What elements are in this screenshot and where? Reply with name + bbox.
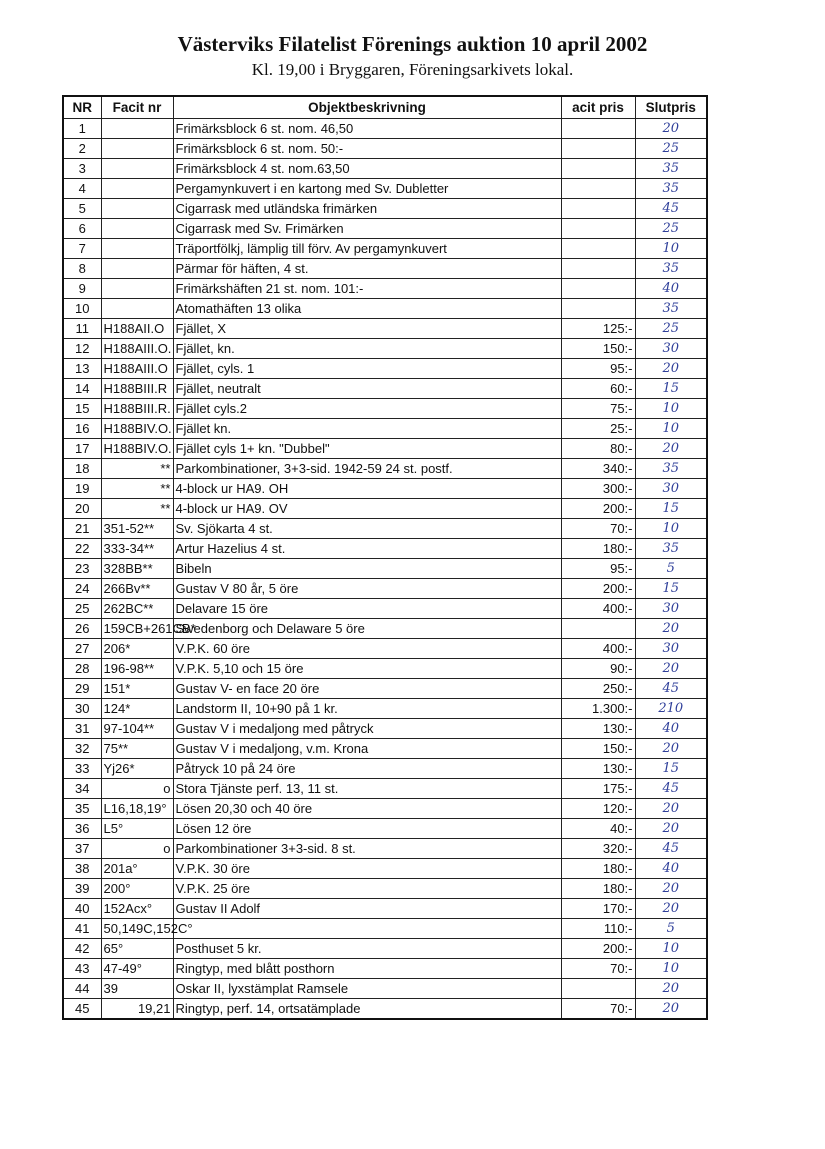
table-row (63, 299, 707, 319)
item-description: V.P.K. 5,10 och 15 öre (173, 659, 561, 679)
table-row (63, 859, 707, 879)
lot-number: 42 (63, 939, 101, 959)
item-description: Parkombinationer, 3+3-sid. 1942-59 24 st. postf. (173, 459, 561, 479)
facit-number: 196-98** (101, 659, 173, 679)
table-row (63, 219, 707, 239)
item-description: Fjället kn. (173, 419, 561, 439)
table-row (63, 339, 707, 359)
final-price: 20 (635, 879, 707, 899)
facit-number: H188BIV.O. (101, 439, 173, 459)
lot-number: 29 (63, 679, 101, 699)
lot-number: 10 (63, 299, 101, 319)
lot-number: 38 (63, 859, 101, 879)
final-price: 35 (635, 459, 707, 479)
table-row (63, 979, 707, 999)
catalogue-price: 180:- (561, 859, 635, 879)
final-price: 20 (635, 899, 707, 919)
catalogue-price (561, 299, 635, 319)
item-description: V.P.K. 30 öre (173, 859, 561, 879)
item-description (173, 919, 561, 939)
header-facit: Facit nr (101, 96, 173, 119)
table-row (63, 559, 707, 579)
facit-number: ** (101, 499, 173, 519)
header-nr: NR (63, 96, 101, 119)
table-row (63, 579, 707, 599)
facit-number (101, 259, 173, 279)
item-description: Ringtyp, med blått posthorn (173, 959, 561, 979)
final-price: 40 (635, 859, 707, 879)
final-price: 10 (635, 939, 707, 959)
table-row (63, 759, 707, 779)
lot-number: 22 (63, 539, 101, 559)
item-description: Gustav II Adolf (173, 899, 561, 919)
final-price: 40 (635, 719, 707, 739)
table-row (63, 239, 707, 259)
item-description: Oskar II, lyxstämplat Ramsele (173, 979, 561, 999)
catalogue-price: 70:- (561, 959, 635, 979)
catalogue-price (561, 259, 635, 279)
table-row (63, 639, 707, 659)
lot-number: 23 (63, 559, 101, 579)
table-row (63, 179, 707, 199)
catalogue-price: 200:- (561, 579, 635, 599)
item-description: Posthuset 5 kr. (173, 939, 561, 959)
lot-number: 39 (63, 879, 101, 899)
lot-number: 14 (63, 379, 101, 399)
final-price: 10 (635, 419, 707, 439)
catalogue-price: 400:- (561, 599, 635, 619)
table-row (63, 959, 707, 979)
catalogue-price (561, 119, 635, 139)
table-row (63, 499, 707, 519)
header-final-price: Slutpris (635, 96, 707, 119)
lot-number: 7 (63, 239, 101, 259)
item-description: Ringtyp, perf. 14, ortsatämplade (173, 999, 561, 1020)
catalogue-price: 40:- (561, 819, 635, 839)
table-row (63, 799, 707, 819)
facit-number: H188AIII.O (101, 359, 173, 379)
lot-number: 13 (63, 359, 101, 379)
table-row (63, 419, 707, 439)
facit-number: 159CB+261CB* (101, 619, 173, 639)
item-description: Frimärksblock 6 st. nom. 46,50 (173, 119, 561, 139)
lot-number: 11 (63, 319, 101, 339)
catalogue-price: 130:- (561, 759, 635, 779)
final-price: 20 (635, 999, 707, 1020)
catalogue-price: 95:- (561, 359, 635, 379)
table-row (63, 779, 707, 799)
table-row (63, 159, 707, 179)
final-price: 25 (635, 219, 707, 239)
item-description: Cigarrask med Sv. Frimärken (173, 219, 561, 239)
lot-number: 25 (63, 599, 101, 619)
final-price: 40 (635, 279, 707, 299)
catalogue-price: 200:- (561, 939, 635, 959)
table-row (63, 119, 707, 139)
lot-number: 45 (63, 999, 101, 1020)
item-description: Gustav V- en face 20 öre (173, 679, 561, 699)
table-row (63, 699, 707, 719)
facit-number: 333-34** (101, 539, 173, 559)
catalogue-price: 110:- (561, 919, 635, 939)
item-description: V.P.K. 60 öre (173, 639, 561, 659)
table-row (63, 939, 707, 959)
table-row (63, 459, 707, 479)
facit-number: 328BB** (101, 559, 173, 579)
item-description: Artur Hazelius 4 st. (173, 539, 561, 559)
final-price: 15 (635, 759, 707, 779)
facit-number: H188BIII.R (101, 379, 173, 399)
item-description: Pergamynkuvert i en kartong med Sv. Dubletter (173, 179, 561, 199)
facit-number: 65° (101, 939, 173, 959)
item-description: Lösen 20,30 och 40 öre (173, 799, 561, 819)
facit-number: ** (101, 479, 173, 499)
catalogue-price: 170:- (561, 899, 635, 919)
item-description: Påtryck 10 på 24 öre (173, 759, 561, 779)
final-price: 35 (635, 179, 707, 199)
final-price: 15 (635, 499, 707, 519)
catalogue-price: 130:- (561, 719, 635, 739)
catalogue-price (561, 619, 635, 639)
lot-number: 32 (63, 739, 101, 759)
item-description: Gustav V i medaljong med påtryck (173, 719, 561, 739)
facit-number (101, 159, 173, 179)
final-price: 25 (635, 319, 707, 339)
catalogue-price: 400:- (561, 639, 635, 659)
table-row (63, 379, 707, 399)
facit-number: 351-52** (101, 519, 173, 539)
final-price: 20 (635, 119, 707, 139)
facit-number (101, 139, 173, 159)
lot-number: 26 (63, 619, 101, 639)
table-row (63, 399, 707, 419)
catalogue-price: 150:- (561, 339, 635, 359)
lot-number: 41 (63, 919, 101, 939)
facit-number (101, 239, 173, 259)
table-row (63, 139, 707, 159)
facit-number: 151* (101, 679, 173, 699)
lot-number: 5 (63, 199, 101, 219)
facit-number (101, 279, 173, 299)
table-header-row (63, 96, 707, 119)
item-description: V.P.K. 25 öre (173, 879, 561, 899)
facit-number: o (101, 839, 173, 859)
table-row (63, 319, 707, 339)
final-price: 45 (635, 199, 707, 219)
table-row (63, 519, 707, 539)
final-price: 45 (635, 779, 707, 799)
lot-number: 27 (63, 639, 101, 659)
table-row (63, 279, 707, 299)
facit-number: 39 (101, 979, 173, 999)
lot-number: 30 (63, 699, 101, 719)
document-subtitle: Kl. 19,00 i Bryggaren, Föreningsarkivets lokal. (251, 60, 574, 79)
catalogue-price: 1.300:- (561, 699, 635, 719)
final-price: 10 (635, 239, 707, 259)
lot-number: 34 (63, 779, 101, 799)
catalogue-price (561, 239, 635, 259)
facit-number: 152Acx° (101, 899, 173, 919)
lot-number: 21 (63, 519, 101, 539)
final-price: 30 (635, 639, 707, 659)
lot-number: 44 (63, 979, 101, 999)
item-description: Frimärksblock 4 st. nom.63,50 (173, 159, 561, 179)
catalogue-price: 180:- (561, 879, 635, 899)
auction-table (62, 95, 708, 1020)
table-row (63, 739, 707, 759)
final-price: 20 (635, 659, 707, 679)
header-description: Objektbeskrivning (173, 96, 561, 119)
final-price: 25 (635, 139, 707, 159)
final-price: 20 (635, 739, 707, 759)
lot-number: 12 (63, 339, 101, 359)
final-price: 5 (635, 919, 707, 939)
catalogue-price: 25:- (561, 419, 635, 439)
facit-number: H188AII.O (101, 319, 173, 339)
final-price: 10 (635, 959, 707, 979)
item-description: Delavare 15 öre (173, 599, 561, 619)
final-price: 10 (635, 519, 707, 539)
item-description: Fjället, neutralt (173, 379, 561, 399)
final-price: 15 (635, 579, 707, 599)
lot-number: 9 (63, 279, 101, 299)
facit-number (101, 179, 173, 199)
final-price: 20 (635, 619, 707, 639)
final-price: 20 (635, 979, 707, 999)
catalogue-price: 70:- (561, 519, 635, 539)
facit-number: 201a° (101, 859, 173, 879)
catalogue-price: 70:- (561, 999, 635, 1020)
lot-number: 40 (63, 899, 101, 919)
facit-number: L5° (101, 819, 173, 839)
item-description: Träportfölkj, lämplig till förv. Av pergamynkuvert (173, 239, 561, 259)
lot-number: 15 (63, 399, 101, 419)
catalogue-price (561, 979, 635, 999)
table-row (63, 479, 707, 499)
catalogue-price: 250:- (561, 679, 635, 699)
catalogue-price: 175:- (561, 779, 635, 799)
facit-number: 262BC** (101, 599, 173, 619)
catalogue-price (561, 199, 635, 219)
facit-number: 97-104** (101, 719, 173, 739)
final-price: 45 (635, 679, 707, 699)
item-description: 4-block ur HA9. OH (173, 479, 561, 499)
facit-number: 75** (101, 739, 173, 759)
facit-number: 19,21 (101, 999, 173, 1020)
item-description: Atomathäften 13 olika (173, 299, 561, 319)
catalogue-price: 320:- (561, 839, 635, 859)
item-description: Fjället, cyls. 1 (173, 359, 561, 379)
catalogue-price: 120:- (561, 799, 635, 819)
lot-number: 28 (63, 659, 101, 679)
item-description: Cigarrask med utländska frimärken (173, 199, 561, 219)
final-price: 5 (635, 559, 707, 579)
lot-number: 17 (63, 439, 101, 459)
lot-number: 1 (63, 119, 101, 139)
item-description: Pärmar för häften, 4 st. (173, 259, 561, 279)
facit-number: L16,18,19° (101, 799, 173, 819)
final-price: 30 (635, 599, 707, 619)
item-description: Fjället, kn. (173, 339, 561, 359)
lot-number: 33 (63, 759, 101, 779)
table-row (63, 839, 707, 859)
table-row (63, 259, 707, 279)
facit-number: H188BIII.R. (101, 399, 173, 419)
item-description: Sv. Sjökarta 4 st. (173, 519, 561, 539)
catalogue-price (561, 139, 635, 159)
item-description: Landstorm II, 10+90 på 1 kr. (173, 699, 561, 719)
catalogue-price (561, 179, 635, 199)
item-description: Gustav V i medaljong, v.m. Krona (173, 739, 561, 759)
facit-number: H188BIV.O. (101, 419, 173, 439)
lot-number: 3 (63, 159, 101, 179)
final-price: 30 (635, 479, 707, 499)
facit-number: 47-49° (101, 959, 173, 979)
facit-number: Yj26* (101, 759, 173, 779)
table-row (63, 899, 707, 919)
item-description: Fjället cyls.2 (173, 399, 561, 419)
table-row (63, 919, 707, 939)
catalogue-price (561, 219, 635, 239)
catalogue-price: 150:- (561, 739, 635, 759)
catalogue-price: 80:- (561, 439, 635, 459)
table-row (63, 879, 707, 899)
final-price: 20 (635, 359, 707, 379)
lot-number: 19 (63, 479, 101, 499)
header-price: acit pris (561, 96, 635, 119)
lot-number: 4 (63, 179, 101, 199)
lot-number: 8 (63, 259, 101, 279)
table-row (63, 999, 707, 1020)
item-description: 4-block ur HA9. OV (173, 499, 561, 519)
final-price: 35 (635, 539, 707, 559)
document-title: Västerviks Filatelist Förenings auktion 10 april 2002 (177, 32, 648, 56)
facit-number: o (101, 779, 173, 799)
final-price: 20 (635, 439, 707, 459)
lot-number: 2 (63, 139, 101, 159)
catalogue-price: 75:- (561, 399, 635, 419)
catalogue-price (561, 279, 635, 299)
final-price: 10 (635, 399, 707, 419)
catalogue-price: 180:- (561, 539, 635, 559)
lot-number: 18 (63, 459, 101, 479)
catalogue-price: 200:- (561, 499, 635, 519)
item-description: Bibeln (173, 559, 561, 579)
facit-number: ** (101, 459, 173, 479)
table-row (63, 619, 707, 639)
table-row (63, 599, 707, 619)
final-price: 35 (635, 259, 707, 279)
item-description: Parkombinationer 3+3-sid. 8 st. (173, 839, 561, 859)
lot-number: 31 (63, 719, 101, 739)
lot-number: 6 (63, 219, 101, 239)
item-description: Lösen 12 öre (173, 819, 561, 839)
catalogue-price: 60:- (561, 379, 635, 399)
catalogue-price (561, 159, 635, 179)
lot-number: 36 (63, 819, 101, 839)
facit-number (101, 299, 173, 319)
catalogue-price: 90:- (561, 659, 635, 679)
lot-number: 43 (63, 959, 101, 979)
final-price: 20 (635, 799, 707, 819)
table-row (63, 719, 707, 739)
lot-number: 24 (63, 579, 101, 599)
item-description: Frimärkshäften 21 st. nom. 101:- (173, 279, 561, 299)
table-row (63, 819, 707, 839)
final-price: 35 (635, 299, 707, 319)
item-description: Fjället, X (173, 319, 561, 339)
table-row (63, 659, 707, 679)
item-description: Stora Tjänste perf. 13, 11 st. (173, 779, 561, 799)
table-row (63, 539, 707, 559)
final-price: 15 (635, 379, 707, 399)
final-price: 210 (635, 699, 707, 719)
lot-number: 35 (63, 799, 101, 819)
facit-number: 50,149C,152C° (101, 919, 173, 939)
item-description: Gustav V 80 år, 5 öre (173, 579, 561, 599)
item-description: Frimärksblock 6 st. nom. 50:- (173, 139, 561, 159)
lot-number: 16 (63, 419, 101, 439)
catalogue-price: 125:- (561, 319, 635, 339)
facit-number: H188AIII.O. (101, 339, 173, 359)
facit-number: 124* (101, 699, 173, 719)
table-body (63, 119, 707, 1020)
facit-number: 200° (101, 879, 173, 899)
facit-number: 206* (101, 639, 173, 659)
item-description: Swedenborg och Delaware 5 öre (173, 619, 561, 639)
table-row (63, 439, 707, 459)
table-row (63, 199, 707, 219)
lot-number: 37 (63, 839, 101, 859)
final-price: 45 (635, 839, 707, 859)
catalogue-price: 340:- (561, 459, 635, 479)
table-row (63, 679, 707, 699)
catalogue-price: 300:- (561, 479, 635, 499)
facit-number: 266Bv** (101, 579, 173, 599)
catalogue-price: 95:- (561, 559, 635, 579)
facit-number (101, 119, 173, 139)
final-price: 30 (635, 339, 707, 359)
lot-number: 20 (63, 499, 101, 519)
facit-number (101, 199, 173, 219)
table-row (63, 359, 707, 379)
final-price: 20 (635, 819, 707, 839)
facit-number (101, 219, 173, 239)
item-description: Fjället cyls 1+ kn. "Dubbel" (173, 439, 561, 459)
final-price: 35 (635, 159, 707, 179)
